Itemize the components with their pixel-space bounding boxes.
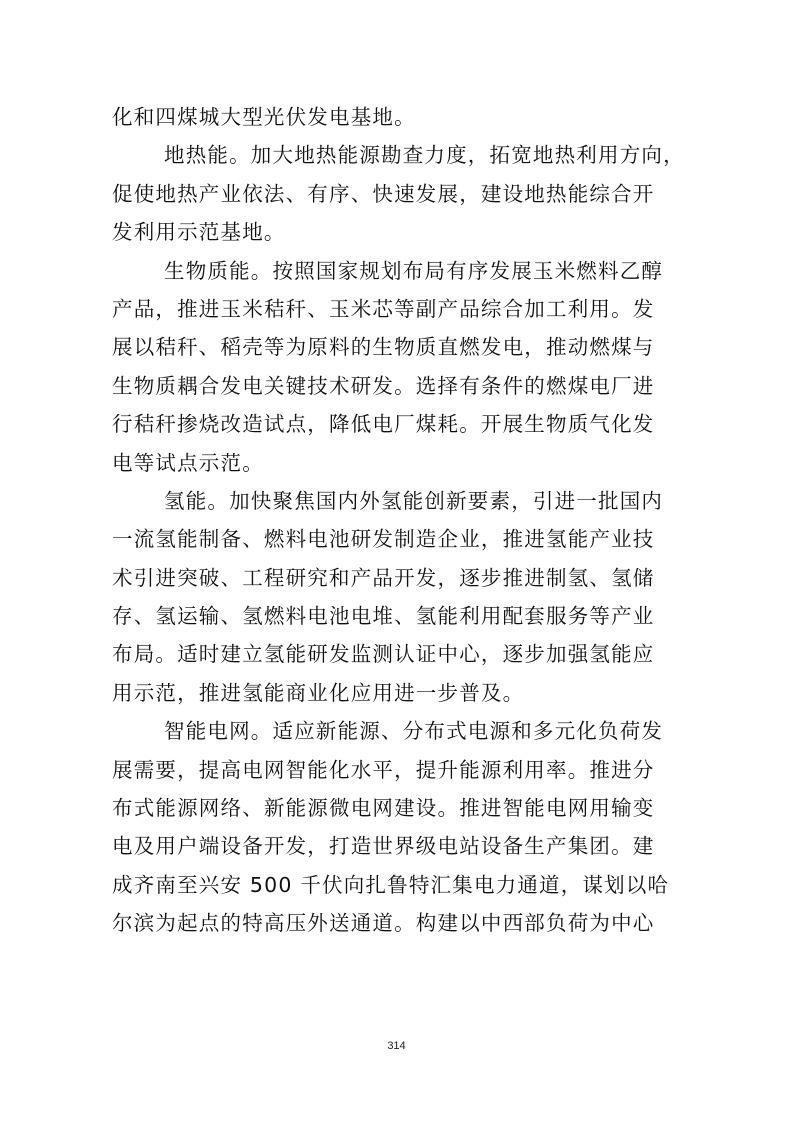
paragraph-first-line: 地热能。加大地热能源勘查力度，拓宽地热利用方向， — [164, 143, 685, 168]
document-body — [112, 98, 684, 943]
paragraph-first-line: 智能电网。适应新能源、分布式电源和多元化负荷发 — [164, 719, 664, 744]
paragraph-line: 一流氢能制备、燃料电池研发制造企业，推进氢能产业技 — [112, 527, 655, 552]
paragraph-line: 术引进突破、工程研究和产品开发，逐步推进制氢、氢储 — [112, 565, 655, 590]
paragraph-line: 展以秸秆、稻壳等为原料的生物质直燃发电，推动燃煤与 — [112, 335, 655, 360]
paragraph-first-line: 生物质能。按照国家规划布局有序发展玉米燃料乙醇 — [164, 258, 664, 283]
paragraph-line: 成齐南至兴安 500 千伏向扎鲁特汇集电力通道，谋划以哈 — [112, 872, 670, 897]
paragraph-line: 电及用户端设备开发，打造世界级电站设备生产集团。建 — [112, 834, 655, 859]
paragraph-first-line: 氢能。加快聚焦国内外氢能创新要素，引进一批国内 — [164, 488, 664, 513]
paragraph-line: 促使地热产业依法、有序、快速发展，建设地热能综合开 — [112, 181, 655, 206]
paragraph-line: 布式能源网络、新能源微电网建设。推进智能电网用输变 — [112, 796, 655, 821]
paragraph-line: 行秸秆掺烧改造试点，降低电厂煤耗。开展生物质气化发 — [112, 412, 655, 437]
paragraph-line: 发利用示范基地。 — [112, 220, 286, 245]
paragraph-line: 尔滨为起点的特高压外送通道。构建以中西部负荷为中心 — [112, 911, 655, 936]
paragraph-line: 布局。适时建立氢能研发监测认证中心，逐步加强氢能应 — [112, 642, 655, 667]
page-number: 314 — [387, 1040, 406, 1052]
paragraph-line: 存、氢运输、氢燃料电池电堆、氢能利用配套服务等产业 — [112, 604, 655, 629]
paragraph-line: 展需要，提高电网智能化水平，提升能源利用率。推进分 — [112, 757, 655, 782]
paragraph-line: 化和四煤城大型光伏发电基地。 — [112, 105, 416, 129]
paragraph-line: 生物质耦合发电关键技术研发。选择有条件的燃煤电厂进 — [112, 373, 655, 398]
paragraph-line: 电等试点示范。 — [112, 450, 264, 475]
paragraph-line: 用示范，推进氢能商业化应用进一步普及。 — [112, 680, 525, 705]
paragraph-line: 产品，推进玉米秸秆、玉米芯等副产品综合加工利用。发 — [112, 296, 655, 321]
